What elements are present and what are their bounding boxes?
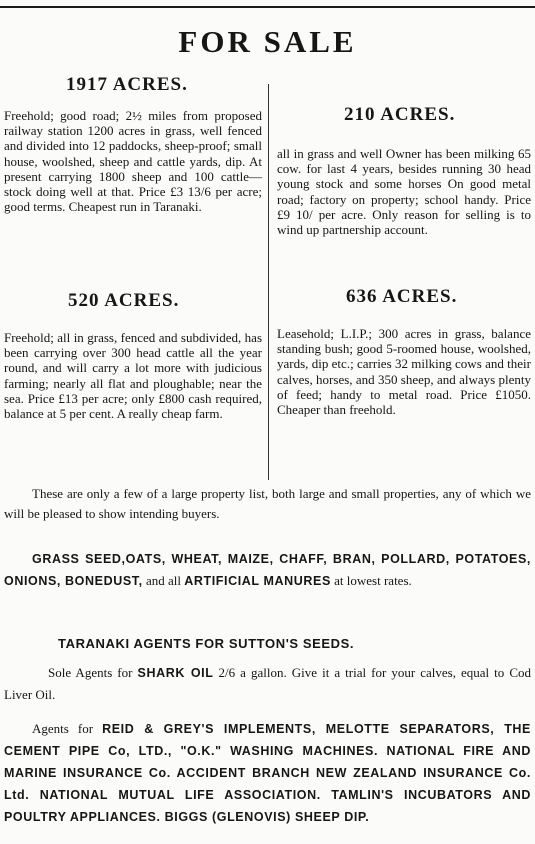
- agencies-prefix: Agents for: [32, 721, 94, 736]
- listing-text-210-acres: all in grass and well Owner has been milking 65 cow. for last 4 years, besides running 30 head young stock and some horses On good metal road; factory on property; school handy. Price £9 10/ per acre. Only reason for selling is to wind up partnership account.: [277, 146, 531, 238]
- column-divider: [268, 84, 269, 480]
- products-manures: ARTIFICIAL MANURES: [184, 574, 331, 588]
- agents-heading: TARANAKI AGENTS FOR SUTTON'S SEEDS.: [58, 636, 355, 651]
- listing-text-520-acres: Freehold; all in grass, fenced and subdivided, has been carrying over 300 head cattle all the year round, and will carry a lot more with judicious farming; nearly all flat and ploughable; near the sea. Price £13 per acre; only £800 cash required, balance at 5 per cent. A really cheap farm.: [4, 330, 262, 422]
- products-tail: at lowest rates.: [334, 573, 412, 588]
- shark-oil-product: SHARK OIL: [137, 666, 214, 680]
- listing-text-1917-acres: Freehold; good road; 2½ miles from proposed railway station 1200 acres in grass, well fenced and divided into 12 paddocks, sheep-proof; small house, woolshed, sheep and cattle yards, dip. At present carrying 1800 sheep and 100 cattle—stock doing well at that. Price £3 13/6 per acre; good terms. Cheapest run in Taranaki.: [4, 108, 262, 215]
- listing-heading-636-acres: 636 ACRES.: [346, 286, 458, 307]
- listing-heading-1917-acres: 1917 ACRES.: [66, 74, 188, 95]
- listing-text-636-acres: Leasehold; L.I.P.; 300 acres in grass, balance standing bush; good 5-roomed house, woolshed, yards, dip etc.; carries 32 milking cows and their calves, horses, and 350 sheep, and always plenty of feed; handy to metal road. Price £1050. Cheaper than freehold.: [277, 326, 531, 418]
- products-and-all: and all: [145, 573, 181, 588]
- agencies-paragraph: [4, 718, 531, 828]
- shark-oil-text: 2/6 a gallon. Give it a trial for your calves, equal to Cod Liver Oil.: [4, 665, 531, 702]
- top-rule: [0, 6, 535, 8]
- products-list: GRASS SEED,OATS, WHEAT, MAIZE, CHAFF, BRAN, POLLARD, POTATOES, ONIONS, BONEDUST,: [4, 552, 531, 588]
- page-title: FOR SALE: [178, 24, 357, 59]
- listing-heading-520-acres: 520 ACRES.: [68, 290, 180, 311]
- listing-heading-210-acres: 210 ACRES.: [344, 104, 456, 125]
- intro-paragraph: These are only a few of a large property list, both large and small properties, any of which we will be pleased to show intending buyers.: [4, 486, 531, 521]
- shark-oil-prefix: Sole Agents for: [48, 665, 133, 680]
- products-paragraph: [4, 548, 531, 592]
- agencies-list: REID & GREY'S IMPLEMENTS, MELOTTE SEPARATORS, THE CEMENT PIPE Co, LTD., "O.K." WASHING MACHINES. NATIONAL FIRE AND MARINE INSURANCE Co. ACCIDENT BRANCH NEW ZEALAND INSURANCE Co. Ltd. NATIONAL MUTUAL LIFE ASSOCIATION. TAMLIN'S INCUBATORS AND POULTRY APPLIANCES. BIGGS (GLENOVIS) SHEEP DIP.: [4, 722, 531, 824]
- shark-oil-paragraph: [4, 662, 531, 705]
